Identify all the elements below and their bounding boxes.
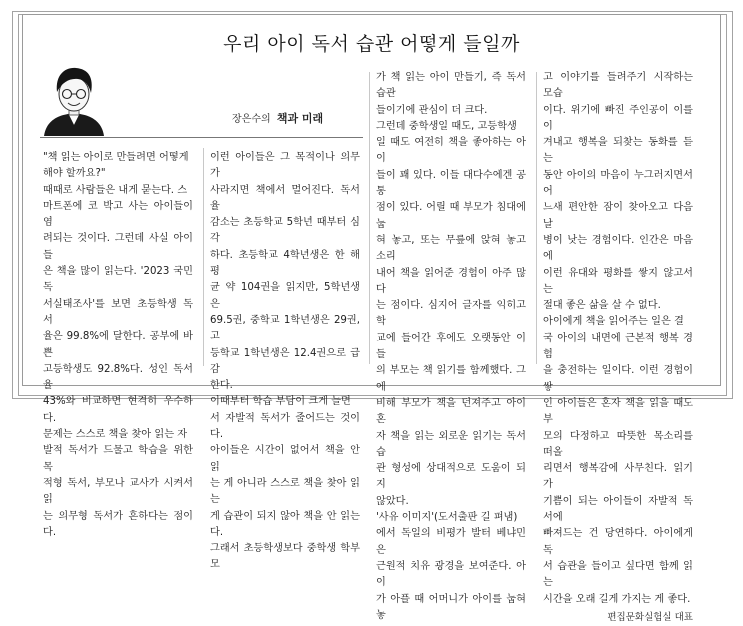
author-name: 장은수의	[232, 114, 271, 125]
article-column-4	[543, 70, 693, 626]
paragraph: 가 책 읽는 아이 만들기, 즉 독서 습관 들이기에 관심이 더 크다.	[376, 72, 526, 116]
column-title: 책과 미래	[276, 112, 324, 125]
byline-rule	[40, 137, 363, 138]
column-divider	[369, 72, 370, 364]
paragraph: "책 읽는 아이로 만들려면 어떻게 해야 할까요?"	[43, 152, 189, 180]
article-column-2	[210, 150, 360, 574]
author-signature: 편집문화실험실 대표	[607, 611, 693, 623]
column-byline	[232, 110, 323, 126]
column-divider	[203, 148, 204, 366]
paragraph: 때때로 사람들은 내게 묻는다. 스 마트폰에 코 박고 사는 아이들이 염 려되는 것이다. 그런데 사실 아이들 은 책을 많이 읽는다. '2023 국민독 서실태조사'를 보면 초등학생 독서 율은 99.8%에 달한다. 공부에 바쁜 고등학생도 92.8%다. 성인 독서율 43%와 비교하면 현격히 우수하다.	[43, 184, 193, 424]
column-divider	[536, 72, 537, 364]
author-portrait	[40, 60, 108, 136]
article-column-3	[376, 70, 526, 624]
paragraph: 이때부터 학습 부담이 크게 늘면 서 자발적 독서가 줄어드는 것이다. 아이들은 시간이 없어서 책을 안 읽 는 게 아니라 스스로 책을 찾아 읽는 게 습관이 되지 않아 책을 안 읽는다. 그래서 초등학생보다 중학생 학부모	[210, 396, 360, 571]
paragraph: 문제는 스스로 책을 찾아 읽는 자 발적 독서가 드물고 학습을 위한 목 적형 독서, 부모나 교사가 시켜서 읽 는 의무형 독서가 흔하다는 점이다.	[43, 429, 193, 538]
paragraph: '사유 이미지'(도서출판 길 펴냄) 에서 독일의 비평가 발터 베냐민은 근원적 치유 광경을 보여준다. 아이 가 아플 때 어머니가 아이를 눕혀 놓	[376, 512, 526, 621]
paragraph: 그런데 중학생일 때도, 고등학생 일 때도 여전히 책을 좋아하는 아이 들이 꽤 있다. 이들 대다수에겐 공통 점이 있다. 어릴 때 부모가 침대에 눕 혀 놓고, 또는 무릎에 앉혀 놓고 소리 내어 책을 읽어준 경험이 아주 많다 는 점이다. 심지어 글자를 익히고 학 교에 들어간 후에도 오랫동안 이들 의 부모는 책 읽기를 함께했다. 그에 비해 부모가 책을 던져주고 아이 혼 자 책을 읽는 외로운 읽기는 독서 습 관 형성에 상대적으로 도움이 되지 않았다.	[376, 120, 526, 507]
paragraph: 이런 아이들은 그 목적이나 의무가 사라지면 책에서 멀어진다. 독서율 감소는 초등학교 5학년 때부터 심각 하다. 초등학교 4학년생은 한 해 평 균 약 104권을 읽지만, 5학년생은 69.5권, 중학교 1학년생은 29권, 고 등학교 1학년생은 12.4권으로 급감 한다.	[210, 152, 360, 392]
article-column-1	[43, 150, 193, 541]
article-headline: 우리 아이 독서 습관 어떻게 들일까	[223, 33, 520, 55]
paragraph: 고 이야기를 들려주기 시작하는 모습 이다. 위기에 빠진 주인공이 이를 이 겨내고 행복을 되찾는 동화를 듣는 동안 아이의 마음이 누그러지면서 어 느새 편안한 잠이 찾아오고 다음 날 병이 낫는 경험이다. 인간은 마음에 이런 유대와 평화를 쌓지 않고서는 절대 좋은 삶을 살 수 없다.	[543, 72, 693, 312]
paragraph: 아이에게 책을 읽어주는 일은 결 국 아이의 내면에 근본적 행복 경험 을 충전하는 일이다. 이런 경험이 쌓 인 아이들은 혼자 책을 읽을 때도 부 모의 다정하고 따뜻한 목소리를 떠올 리면서 행복감에 사무친다. 읽기가 기쁨이 되는 아이들이 자발적 독서에 빠져드는 건 당연하다. 아이에게 독 서 습관을 들이고 싶다면 함께 읽는 시간을 오래 길게 가지는 게 좋다.	[543, 316, 693, 605]
